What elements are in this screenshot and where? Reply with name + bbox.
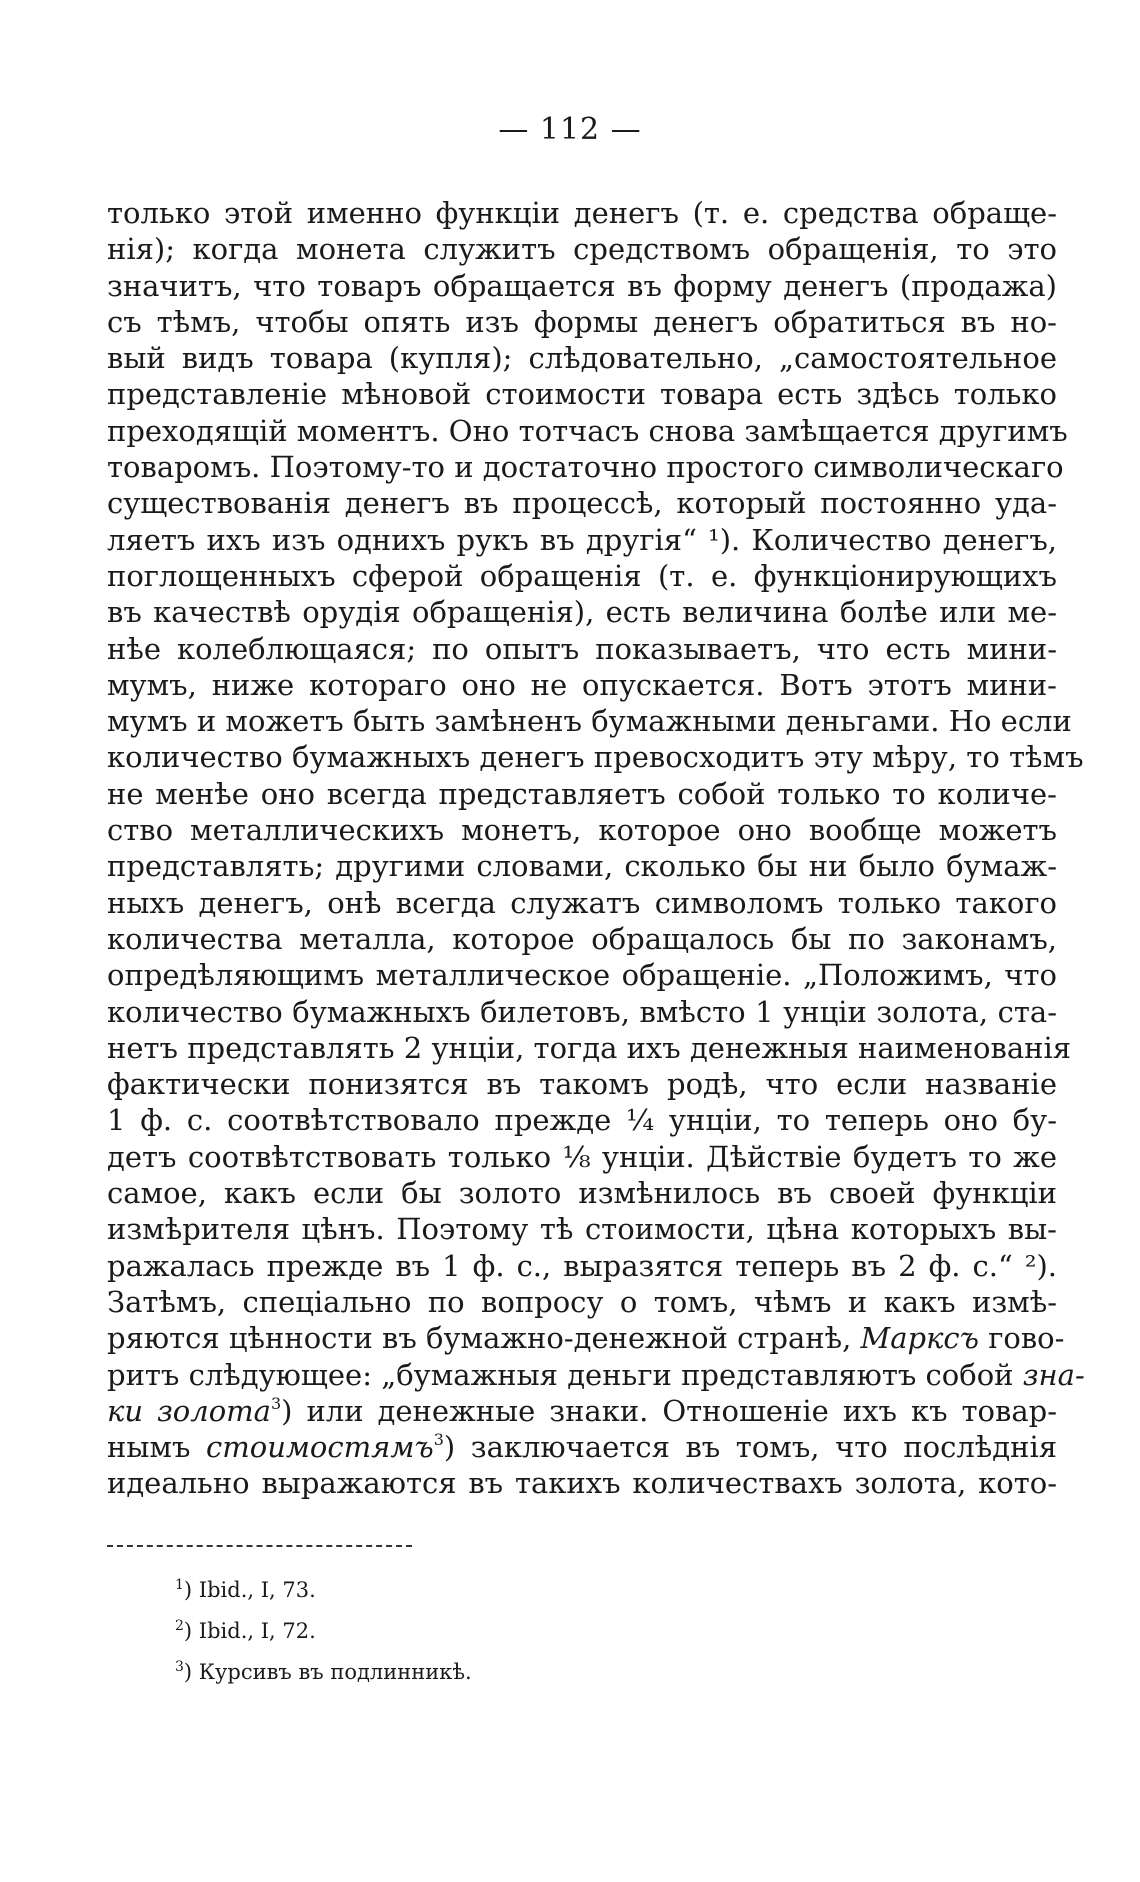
text-line: количества металла, которое обращалось бы по законамъ, <box>107 921 1057 956</box>
text-line: существованія денегъ въ процессѣ, который постоянно уда- <box>107 486 1057 521</box>
text-line: самое, какъ если бы золото измѣнилось въ своей функціи <box>107 1176 1057 1211</box>
text-line: мумъ и можетъ быть замѣненъ бумажными деньгами. Но если <box>107 704 1072 739</box>
text-line: товаромъ. Поэтому-то и достаточно простого символическаго <box>107 450 1064 485</box>
text-line: Затѣмъ, спеціально по вопросу о томъ, чѣмъ и какъ измѣ- <box>107 1284 1057 1319</box>
text-line <box>107 1393 1057 1429</box>
text-segment: ) или денежные знаки. Отношеніе ихъ къ товар- <box>281 1393 1057 1428</box>
text-line: только этой именно функціи денегъ (т. е. средства обраще- <box>107 196 1057 230</box>
text-line <box>107 1429 1057 1465</box>
footnote <box>175 1567 472 1608</box>
text-line: нетъ представлять 2 унціи, тогда ихъ денежныя наименованія <box>107 1030 1072 1065</box>
text-line: фактически понизятся въ такомъ родѣ, что если названіе <box>107 1067 1057 1102</box>
italic-emphasis: ки золота <box>107 1393 271 1428</box>
footnote-ref: 3 <box>270 1393 282 1413</box>
text-line: количество бумажныхъ билетовъ, вмѣсто 1 унціи золота, ста- <box>107 994 1057 1029</box>
text-line: не менѣе оно всегда представляетъ собой только то количе- <box>107 776 1057 811</box>
text-segment: нымъ <box>107 1430 191 1465</box>
text-segment: ) заключается въ томъ, что послѣднія <box>443 1430 1058 1465</box>
text-segment: ритъ слѣдующее: „бумажныя деньги представляютъ собой <box>107 1357 1014 1392</box>
page-number: — 112 — <box>498 112 642 147</box>
text-line <box>107 1357 1085 1393</box>
text-segment: гово- <box>988 1321 1065 1356</box>
footnote <box>175 1649 472 1690</box>
text-line: въ качествѣ орудія обращенія), есть величина болѣе или ме- <box>107 595 1057 630</box>
text-line: ныхъ денегъ, онѣ всегда служатъ символомъ только такого <box>107 885 1057 920</box>
text-line: представленіе мѣновой стоимости товара есть здѣсь только <box>107 377 1057 412</box>
text-line: ляетъ ихъ изъ однихъ рукъ въ другія“ ¹). Количество денегъ, <box>107 522 1057 557</box>
text-line: представлять; другими словами, сколько бы ни было бумаж- <box>107 849 1057 884</box>
text-line: 1 ф. с. соотвѣтствовало прежде ¼ унціи, то теперь оно бу- <box>107 1103 1057 1138</box>
text-line: вый видъ товара (купля); слѣдовательно, „самостоятельное <box>107 341 1057 376</box>
footnotes <box>175 1567 472 1690</box>
text-line: количество бумажныхъ денегъ превосходитъ эту мѣру, то тѣмъ <box>107 740 1084 775</box>
text-line: нія); когда монета служитъ средствомъ обращенія, то это <box>107 232 1057 267</box>
footnote-divider <box>107 1545 412 1547</box>
footnote <box>175 1608 472 1649</box>
footnote-mark: 2 <box>175 1618 184 1634</box>
italic-author-name: Марксъ <box>860 1321 979 1356</box>
text-line <box>107 1320 1065 1356</box>
text-line: поглощенныхъ сферой обращенія (т. е. функціонирующихъ <box>107 558 1057 593</box>
footnote-text: ) Ibid., I, 72. <box>183 1619 316 1643</box>
text-line: значитъ, что товаръ обращается въ форму денегъ (продажа) <box>107 268 1057 303</box>
text-segment: ряются цѣнности въ бумажно-денежной странѣ, <box>107 1321 852 1356</box>
text-line: ражалась прежде въ 1 ф. с., выразятся теперь въ 2 ф. с.“ ²). <box>107 1248 1057 1283</box>
text-line: измѣрителя цѣнъ. Поэтому тѣ стоимости, цѣна которыхъ вы- <box>107 1212 1057 1247</box>
footnote-mark: 1 <box>175 1577 184 1593</box>
footnote-ref: 3 <box>433 1430 444 1450</box>
text-line: ство металлическихъ монетъ, которое оно вообще можетъ <box>107 813 1057 848</box>
footnote-mark: 3 <box>175 1659 184 1675</box>
text-line: преходящій моментъ. Оно тотчасъ снова замѣщается другимъ <box>107 413 1068 448</box>
text-line: мумъ, ниже котораго оно не опускается. Вотъ этотъ мини- <box>107 667 1057 702</box>
footnote-text: ) Курсивъ въ подлинникѣ. <box>183 1660 472 1684</box>
footnote-text: ) Ibid., I, 73. <box>183 1578 316 1602</box>
body-text <box>107 195 1085 1502</box>
italic-emphasis: стоимостямъ <box>206 1430 434 1465</box>
text-line: детъ соотвѣтствовать только ⅛ унціи. Дѣйствіе будетъ то же <box>107 1139 1057 1174</box>
text-line: нѣе колеблющаяся; по опытъ показываетъ, что есть мини- <box>107 631 1057 666</box>
text-line: съ тѣмъ, чтобы опять изъ формы денегъ обратиться въ но- <box>107 304 1057 339</box>
italic-emphasis: зна- <box>1022 1357 1085 1392</box>
text-line: опредѣляющимъ металлическое обращеніе. „Положимъ, что <box>107 958 1057 993</box>
text-line: идеально выражаются въ такихъ количествахъ золота, кото- <box>107 1466 1057 1501</box>
